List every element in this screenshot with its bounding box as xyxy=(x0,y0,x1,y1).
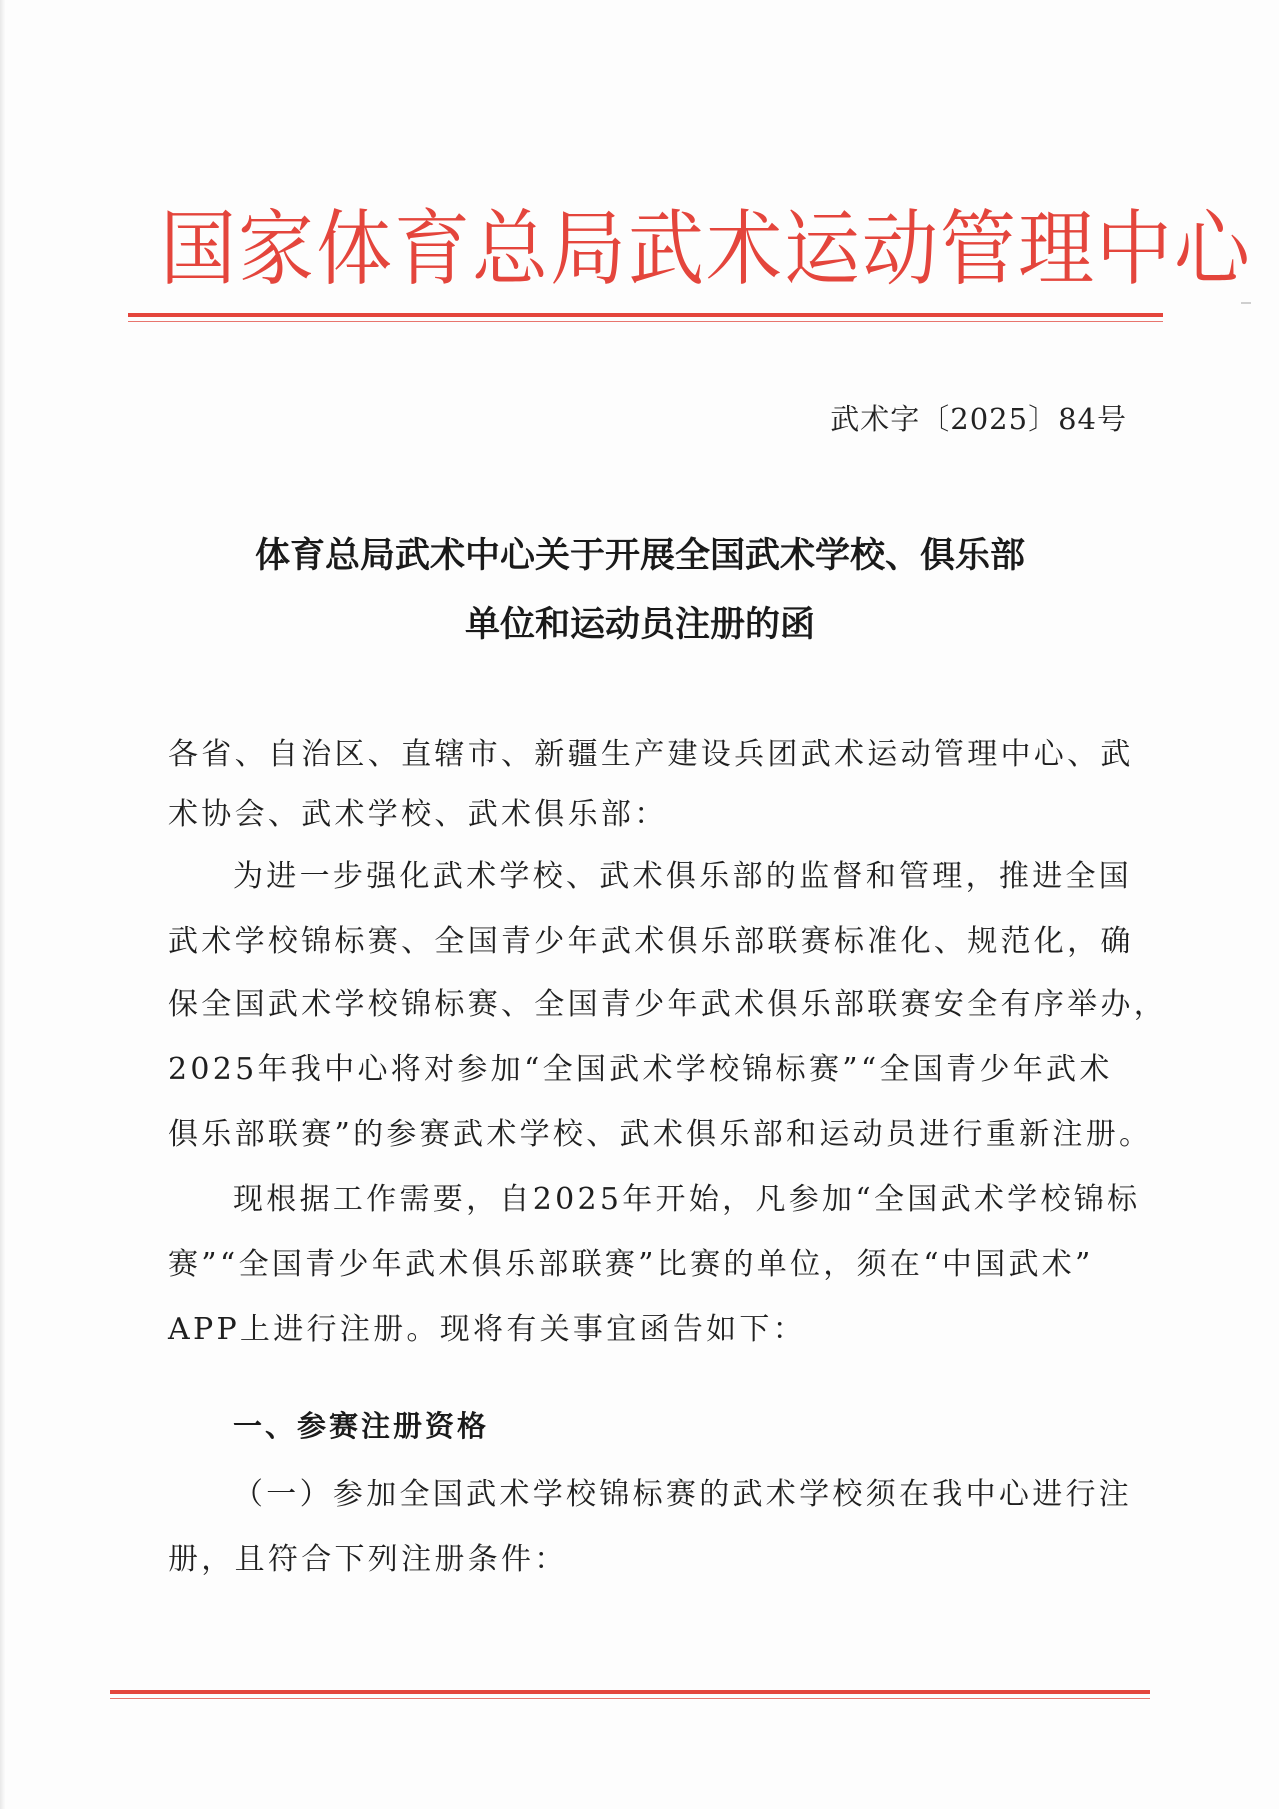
body-line-paragraph-2: 赛”“全国青少年武术俱乐部联赛”比赛的单位，须在“中国武术” xyxy=(168,1247,1094,1282)
body-line-paragraph-1: 2025年我中心将对参加“全国武术学校锦标赛”“全国青少年武术 xyxy=(168,1052,1113,1087)
body-line-paragraph-1: 武术学校锦标赛、全国青少年武术俱乐部联赛标准化、规范化，确 xyxy=(168,924,1134,959)
section-heading: 一、参赛注册资格 xyxy=(233,1409,490,1443)
document-title-line-2: 单位和运动员注册的函 xyxy=(464,605,815,645)
scan-edge-shadow xyxy=(0,0,6,1809)
masthead-red-rule-thin xyxy=(128,321,1163,322)
subsection-line: 册，且符合下列注册条件： xyxy=(168,1542,568,1577)
footer-red-rule-thin xyxy=(110,1698,1150,1699)
body-line-addressee-1: 各省、自治区、直辖市、新疆生产建设兵团武术运动管理中心、武 xyxy=(168,737,1134,772)
document-title-line-1: 体育总局武术中心关于开展全国武术学校、俱乐部 xyxy=(254,536,1025,576)
body-line-paragraph-1: 俱乐部联赛”的参赛武术学校、武术俱乐部和运动员进行重新注册。 xyxy=(168,1117,1153,1152)
masthead-red-rule xyxy=(128,313,1163,317)
masthead-org-name: 国家体育总局武术运动管理中心 xyxy=(160,200,1252,297)
body-line-paragraph-2: APP上进行注册。现将有关事宜函告如下： xyxy=(168,1312,807,1347)
document-number: 武术字〔2025〕84号 xyxy=(830,402,1127,436)
subsection-line: （一）参加全国武术学校锦标赛的武术学校须在我中心进行注 xyxy=(233,1477,1133,1512)
body-line-paragraph-1: 为进一步强化武术学校、武术俱乐部的监督和管理，推进全国 xyxy=(233,859,1133,894)
body-line-paragraph-1: 保全国武术学校锦标赛、全国青少年武术俱乐部联赛安全有序举办， xyxy=(168,987,1167,1022)
body-line-paragraph-2: 现根据工作需要，自2025年开始，凡参加“全国武术学校锦标 xyxy=(233,1182,1141,1217)
scan-speck xyxy=(1241,302,1251,304)
footer-red-rule xyxy=(110,1690,1150,1694)
body-line-addressee-2: 术协会、武术学校、武术俱乐部： xyxy=(168,797,668,832)
